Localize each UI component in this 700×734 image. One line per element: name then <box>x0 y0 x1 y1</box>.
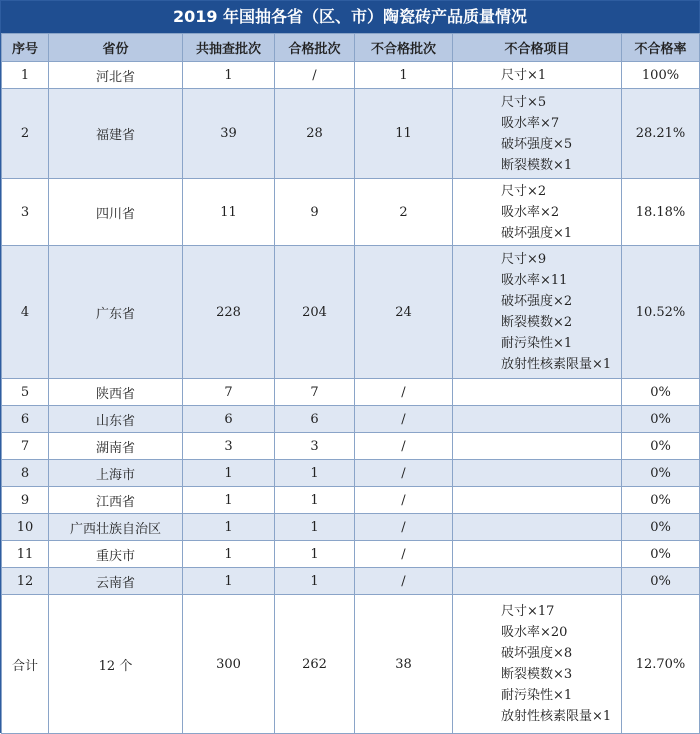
fail-item: 吸水率×7 <box>501 115 560 131</box>
fail-rate-cell: 0% <box>622 433 700 460</box>
fail-cell: / <box>355 379 453 406</box>
pass-cell: 1 <box>275 514 355 541</box>
row-number: 4 <box>2 246 49 379</box>
table-row <box>2 62 700 89</box>
header-row <box>2 34 700 62</box>
fail-rate-cell: 0% <box>622 460 700 487</box>
pass-cell: 3 <box>275 433 355 460</box>
fail-items-cell <box>453 379 622 406</box>
province-cell: 陕西省 <box>49 379 183 406</box>
table-row <box>2 514 700 541</box>
fail-rate-cell: 0% <box>622 568 700 595</box>
province-cell: 上海市 <box>49 460 183 487</box>
fail-cell: 1 <box>355 62 453 89</box>
fail-item: 吸水率×20 <box>501 625 568 640</box>
row-number: 合计 <box>2 595 49 734</box>
table-row <box>2 89 700 179</box>
fail-item: 尺寸×5 <box>501 94 547 110</box>
total-cell: 1 <box>183 541 275 568</box>
total-cell: 300 <box>183 595 275 734</box>
fail-item: 断裂模数×3 <box>501 667 573 682</box>
header-pass: 合格批次 <box>275 34 355 62</box>
fail-item: 破坏强度×5 <box>501 136 573 152</box>
fail-items-cell <box>453 433 622 460</box>
fail-cell: / <box>355 568 453 595</box>
fail-rate-cell: 0% <box>622 514 700 541</box>
fail-cell: / <box>355 487 453 514</box>
pass-cell: 7 <box>275 379 355 406</box>
table-row <box>2 541 700 568</box>
fail-rate-cell: 12.70% <box>622 595 700 734</box>
row-number: 2 <box>2 89 49 179</box>
province-cell: 四川省 <box>49 179 183 246</box>
header-fail: 不合格批次 <box>355 34 453 62</box>
total-cell: 1 <box>183 460 275 487</box>
fail-items-cell <box>453 246 622 379</box>
fail-cell: 24 <box>355 246 453 379</box>
fail-cell: / <box>355 541 453 568</box>
province-cell: 广东省 <box>49 246 183 379</box>
row-number: 11 <box>2 541 49 568</box>
fail-item: 尺寸×1 <box>501 67 547 83</box>
row-number: 10 <box>2 514 49 541</box>
row-number: 12 <box>2 568 49 595</box>
quality-table <box>1 33 700 734</box>
pass-cell: 1 <box>275 568 355 595</box>
fail-item: 耐污染性×1 <box>501 336 573 351</box>
fail-rate-cell: 0% <box>622 379 700 406</box>
table-row <box>2 246 700 379</box>
total-cell: 6 <box>183 406 275 433</box>
table-row <box>2 406 700 433</box>
pass-cell: 204 <box>275 246 355 379</box>
pass-cell: 1 <box>275 487 355 514</box>
total-cell: 7 <box>183 379 275 406</box>
table-body <box>2 62 700 734</box>
total-cell: 3 <box>183 433 275 460</box>
fail-items-cell <box>453 541 622 568</box>
row-number: 8 <box>2 460 49 487</box>
table-row <box>2 433 700 460</box>
pass-cell: 9 <box>275 179 355 246</box>
total-cell: 11 <box>183 179 275 246</box>
fail-item: 破坏强度×8 <box>501 646 573 661</box>
fail-cell: 38 <box>355 595 453 734</box>
fail-items-cell <box>453 568 622 595</box>
total-cell: 39 <box>183 89 275 179</box>
fail-items-cell <box>453 62 622 89</box>
total-cell: 1 <box>183 514 275 541</box>
fail-cell: 11 <box>355 89 453 179</box>
fail-cell: 2 <box>355 179 453 246</box>
province-cell: 湖南省 <box>49 433 183 460</box>
province-cell: 江西省 <box>49 487 183 514</box>
table-row <box>2 379 700 406</box>
fail-items-cell <box>453 406 622 433</box>
fail-items-cell <box>453 514 622 541</box>
header-total: 共抽查批次 <box>183 34 275 62</box>
fail-item: 放射性核素限量×1 <box>501 357 612 372</box>
province-cell: 河北省 <box>49 62 183 89</box>
province-cell: 重庆市 <box>49 541 183 568</box>
table-row <box>2 179 700 246</box>
fail-item: 吸水率×11 <box>501 273 568 288</box>
fail-item: 吸水率×2 <box>501 204 560 220</box>
pass-cell: 1 <box>275 460 355 487</box>
fail-rate-cell: 100% <box>622 62 700 89</box>
province-cell: 12 个 <box>49 595 183 734</box>
row-number: 5 <box>2 379 49 406</box>
row-number: 7 <box>2 433 49 460</box>
fail-item: 放射性核素限量×1 <box>501 709 612 724</box>
total-cell: 1 <box>183 568 275 595</box>
fail-items-cell <box>453 179 622 246</box>
province-cell: 福建省 <box>49 89 183 179</box>
fail-cell: / <box>355 514 453 541</box>
table-row <box>2 487 700 514</box>
fail-item: 耐污染性×1 <box>501 688 573 703</box>
table-row <box>2 460 700 487</box>
total-cell: 1 <box>183 487 275 514</box>
fail-item: 破坏强度×2 <box>501 294 573 309</box>
province-cell: 山东省 <box>49 406 183 433</box>
fail-items-cell <box>453 487 622 514</box>
total-cell: 228 <box>183 246 275 379</box>
table-row <box>2 568 700 595</box>
pass-cell: 6 <box>275 406 355 433</box>
fail-item: 断裂模数×2 <box>501 315 573 330</box>
header-province: 省份 <box>49 34 183 62</box>
fail-rate-cell: 18.18% <box>622 179 700 246</box>
pass-cell: / <box>275 62 355 89</box>
fail-item: 断裂模数×1 <box>501 157 573 173</box>
fail-items-cell <box>453 460 622 487</box>
table-title: 2019 年国抽各省（区、市）陶瓷砖产品质量情况 <box>1 1 699 33</box>
fail-rate-cell: 0% <box>622 487 700 514</box>
fail-item: 尺寸×2 <box>501 183 547 199</box>
row-number: 1 <box>2 62 49 89</box>
province-cell: 广西壮族自治区 <box>49 514 183 541</box>
fail-cell: / <box>355 433 453 460</box>
fail-item: 尺寸×17 <box>501 604 555 619</box>
total-row <box>2 595 700 734</box>
row-number: 3 <box>2 179 49 246</box>
pass-cell: 28 <box>275 89 355 179</box>
row-number: 9 <box>2 487 49 514</box>
fail-rate-cell: 28.21% <box>622 89 700 179</box>
fail-items-cell <box>453 89 622 179</box>
header-fail-rate: 不合格率 <box>622 34 700 62</box>
pass-cell: 262 <box>275 595 355 734</box>
pass-cell: 1 <box>275 541 355 568</box>
row-number: 6 <box>2 406 49 433</box>
fail-items-cell <box>453 595 622 734</box>
fail-rate-cell: 10.52% <box>622 246 700 379</box>
fail-item: 破坏强度×1 <box>501 225 573 241</box>
header-no: 序号 <box>2 34 49 62</box>
fail-cell: / <box>355 460 453 487</box>
province-cell: 云南省 <box>49 568 183 595</box>
fail-cell: / <box>355 406 453 433</box>
fail-rate-cell: 0% <box>622 541 700 568</box>
fail-rate-cell: 0% <box>622 406 700 433</box>
fail-item: 尺寸×9 <box>501 252 547 267</box>
total-cell: 1 <box>183 62 275 89</box>
header-fail-items: 不合格项目 <box>453 34 622 62</box>
